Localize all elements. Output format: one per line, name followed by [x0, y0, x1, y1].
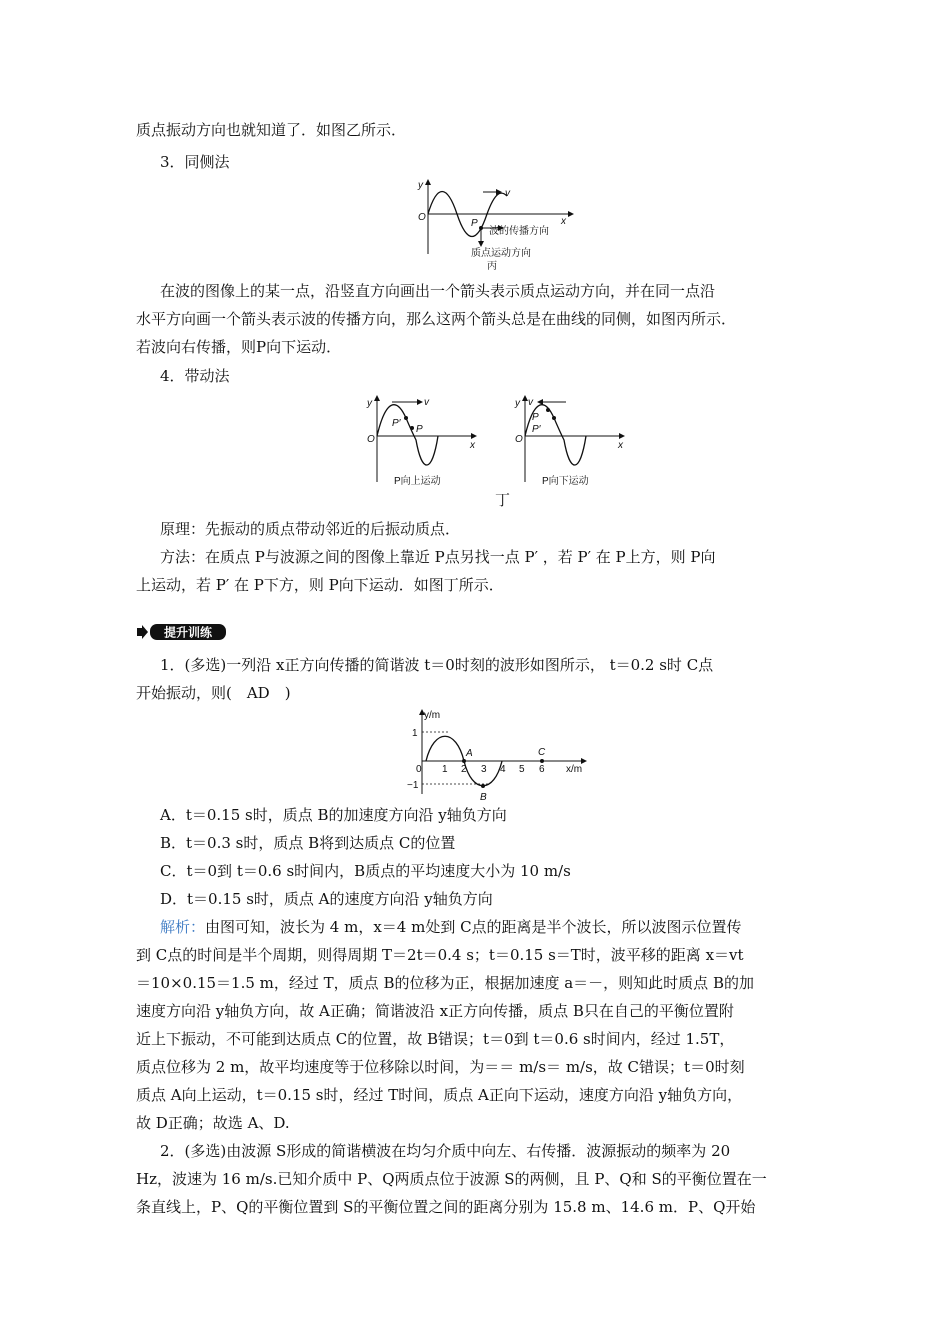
q1-fig-tick-6: 6 — [539, 764, 545, 775]
fig-bing-v: v — [505, 188, 510, 199]
q1-fig-point-b: B — [480, 792, 487, 803]
q1-analysis-line-4: 近上下振动，不可能到达质点 C的位置，故 B错误；t＝0到 t＝0.6 s时间内，经过 1.5T， — [136, 1030, 735, 1048]
q1-fig-point-a: A — [466, 748, 473, 759]
figure-ding-caption: 丁 — [495, 491, 511, 509]
fig-bing-o: O — [418, 212, 426, 223]
q1-fig-yneg: −1 — [407, 780, 419, 791]
q1-fig-xlabel: x/m — [566, 764, 583, 775]
fig-bing-wave-dir: 波的传播方向 — [489, 226, 549, 237]
q1-option-c: C．t＝0到 t＝0.6 s时间内，B质点的平均速度大小为 10 m/s — [160, 862, 571, 880]
fig-ding-right-p: P — [532, 412, 539, 423]
fig-bing-y: y — [418, 180, 423, 191]
figure-ding-right — [512, 392, 632, 492]
q1-fig-tick-5: 5 — [519, 764, 525, 775]
q1-fig-origin: 0 — [416, 764, 422, 775]
q1-analysis-line-7: 故 D正确；故选 A、D. — [136, 1114, 290, 1132]
method3-heading: 3．同侧法 — [160, 153, 230, 171]
q1-option-a: A．t＝0.15 s时，质点 B的加速度方向沿 y轴负方向 — [160, 806, 507, 824]
q1-analysis-line-6: 质点 A向上运动，t＝0.15 s时，经过 T时间，质点 A正向下运动，速度方向沿 y轴负方向， — [136, 1086, 743, 1104]
q1-analysis-first: 解析：由图可知，波长为 4 m，x＝4 m处到 C点的距离是半个波长，所以波图示位置传 — [160, 918, 742, 936]
fig-ding-right-o: O — [515, 434, 523, 445]
figure-bing — [415, 176, 580, 271]
q1-fig-tick-4: 4 — [500, 764, 506, 775]
method4-method-2: 上运动，若 P′ 在 P下方，则 P向下运动．如图丁所示． — [136, 576, 504, 594]
q1-analysis-line-3: 速度方向沿 y轴负方向，故 A正确；简谐波沿 x正方向传播，质点 B只在自己的平衡位置附 — [136, 1002, 734, 1020]
intro-line: 质点振动方向也就知道了．如图乙所示． — [136, 121, 407, 139]
fig-ding-right-y: y — [515, 398, 520, 409]
analysis-label: 解析： — [160, 918, 206, 936]
q1-fig-ylabel: y/m — [424, 710, 441, 721]
method3-text-1: 在波的图像上的某一点，沿竖直方向画出一个箭头表示质点运动方向，并在同一点沿 — [160, 282, 716, 300]
q2-line-2: Hz，波速为 16 m/s.已知介质中 P、Q两质点位于波源 S的两侧，且 P、Q和 S的平衡位置在一 — [136, 1170, 767, 1188]
fig-ding-left-x: x — [470, 440, 475, 451]
method4-heading: 4．带动法 — [160, 367, 230, 385]
fig-ding-left-v: v — [424, 397, 429, 408]
method3-text-3: 若波向右传播，则P向下运动． — [136, 338, 342, 356]
arrow-icon — [137, 625, 148, 639]
fig-ding-left-y: y — [367, 398, 372, 409]
method3-text-2: 水平方向画一个箭头表示波的传播方向，那么这两个箭头总是在曲线的同侧，如图丙所示． — [136, 310, 737, 328]
q1-stem-2: 开始振动，则( AD ) — [136, 684, 291, 702]
q2-line-3: 条直线上，P、Q的平衡位置到 S的平衡位置之间的距离分别为 15.8 m、14.6 m．P、Q开始 — [136, 1198, 756, 1216]
fig-ding-right-v: v — [528, 397, 533, 408]
method4-principle: 原理：先振动的质点带动邻近的后振动质点． — [160, 520, 461, 538]
fig-ding-right-x: x — [618, 440, 623, 451]
q2-line-1: 2．(多选)由波源 S形成的简谐横波在均匀介质中向左、右传播．波源振动的频率为 20 — [160, 1142, 731, 1160]
q1-stem-1: 1．(多选)一列沿 x正方向传播的简谐波 t＝0时刻的波形如图所示， t＝0.2 s时 C点 — [160, 656, 714, 674]
method4-method-1: 方法：在质点 P与波源之间的图像上靠近 P点另找一点 P′ ，若 P′ 在 P上方，则 P向 — [160, 548, 716, 566]
fig-ding-left-p: P — [416, 424, 423, 435]
q1-fig-tick-3: 3 — [481, 764, 487, 775]
q1-analysis-line-2: ＝10×0.15＝1.5 m，经过 T，质点 B的位移为正，根据加速度 a＝－，则知此时质点 B的加 — [136, 974, 754, 992]
q1-fig-point-c: C — [538, 747, 546, 758]
section-banner — [136, 624, 228, 640]
section-banner-label: 提升训练 — [163, 625, 213, 640]
q1-fig-tick-2: 2 — [461, 764, 467, 775]
fig-ding-left-pp: P′ — [392, 418, 401, 429]
fig-bing-caption: 丙 — [487, 261, 497, 272]
fig-ding-right-caption: P向下运动 — [542, 476, 589, 487]
fig-ding-left-o: O — [367, 434, 375, 445]
fig-bing-p: P — [471, 218, 478, 229]
q1-analysis-line-1: 到 C点的时间是半个周期，则得周期 T＝2t＝0.4 s；t＝0.15 s＝T时，波平移的距离 x＝vt — [136, 946, 744, 964]
q1-analysis-line-5: 质点位移为 2 m，故平均速度等于位移除以时间，为＝＝ m/s＝ m/s，故 C错误；t＝0时刻 — [136, 1058, 745, 1076]
q1-figure — [407, 706, 613, 803]
q1-fig-ypos: 1 — [412, 728, 418, 739]
q1-fig-tick-1: 1 — [442, 764, 448, 775]
fig-bing-x: x — [561, 216, 566, 227]
fig-ding-right-pp: P′ — [532, 424, 541, 435]
figure-ding-left — [364, 392, 484, 492]
fig-ding-left-caption: P向上运动 — [394, 476, 441, 487]
q1-option-b: B．t＝0.3 s时，质点 B将到达质点 C的位置 — [160, 834, 456, 852]
fig-bing-particle-dir: 质点运动方向 — [471, 248, 531, 259]
q1-option-d: D．t＝0.15 s时，质点 A的速度方向沿 y轴负方向 — [160, 890, 493, 908]
